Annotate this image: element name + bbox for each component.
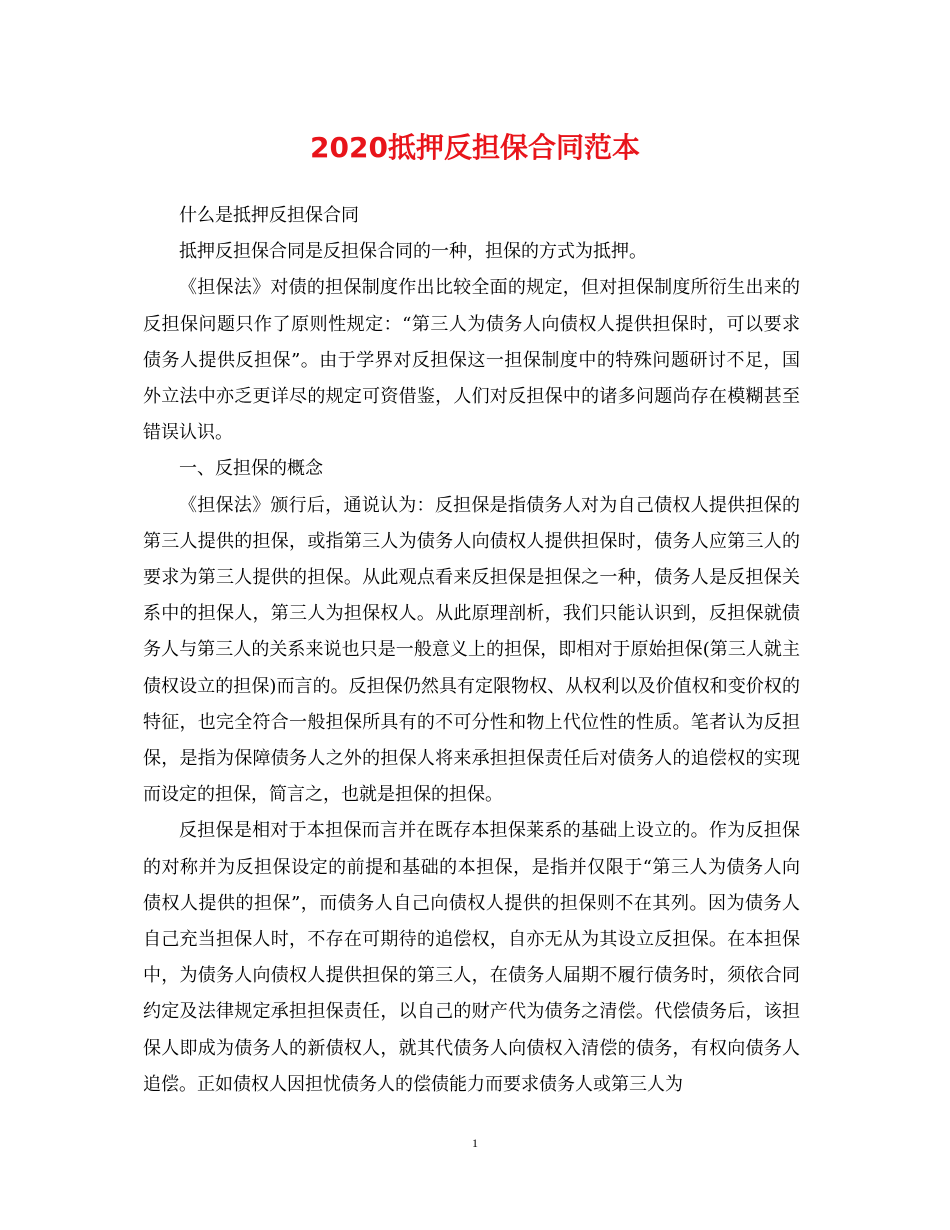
document-title: 2020抵押反担保合同范本 bbox=[310, 131, 640, 164]
document-body bbox=[143, 198, 800, 1103]
paragraph: 《担保法》对债的担保制度作出比较全面的规定，但对担保制度所衍生出来的反担保问题只作了原则性规定：“第三人为债务人向债权人提供担保时，可以要求债务人提供反担保”。由于学界对反担保这一担保制度中的特殊问题研讨不足，国外立法中亦乏更详尽的规定可资借鉴，人们对反担保中的诸多问题尚存在模糊甚至错误认识。 bbox=[143, 277, 800, 444]
paragraph: 抵押反担保合同是反担保合同的一种，担保的方式为抵押。 bbox=[179, 241, 647, 263]
page-number: 1 bbox=[472, 1136, 478, 1150]
section-heading: 一、反担保的概念 bbox=[179, 458, 323, 480]
paragraph: 《担保法》颁行后，通说认为：反担保是指债务人对为自己债权人提供担保的第三人提供的担保，或指第三人为债务人向债权人提供担保时，债务人应第三人的要求为第三人提供的担保。从此观点看来反担保是担保之一种，债务人是反担保关系中的担保人，第三人为担保权人。从此原理剖析，我们只能认识到，反担保就债务人与第三人的关系来说也只是一般意义上的担保，即相对于原始担保(第三人就主债权设立的担保)而言的。反担保仍然具有定限物权、从权利以及价值权和变价权的特征，也完全符合一般担保所具有的不可分性和物上代位性的性质。笔者认为反担保，是指为保障债务人之外的担保人将来承担担保责任后对债务人的追偿权的实现而设定的担保，简言之，也就是担保的担保。 bbox=[143, 494, 800, 806]
paragraph: 什么是抵押反担保合同 bbox=[179, 205, 359, 226]
paragraph: 反担保是相对于本担保而言并在既存本担保莱系的基础上设立的。作为反担保的对称并为反担保设定的前提和基础的本担保，是指并仅限于“第三人为债务人向债权人提供的担保”，而债务人自己向债权人提供的担保则不在其列。因为债务人自己充当担保人时，不存在可期待的追偿权，自亦无从为其设立反担保。在本担保中，为债务人向债权人提供担保的第三人，在债务人届期不履行债务时，须依合同约定及法律规定承担担保责任，以自己的财产代为债务之清偿。代偿债务后，该担保人即成为债务人的新债权人，就其代债务人向债权入清偿的债务，有权向债务人追偿。正如债权人因担忧债务人的偿债能力而要求债务人或第三人为 bbox=[143, 820, 800, 1095]
